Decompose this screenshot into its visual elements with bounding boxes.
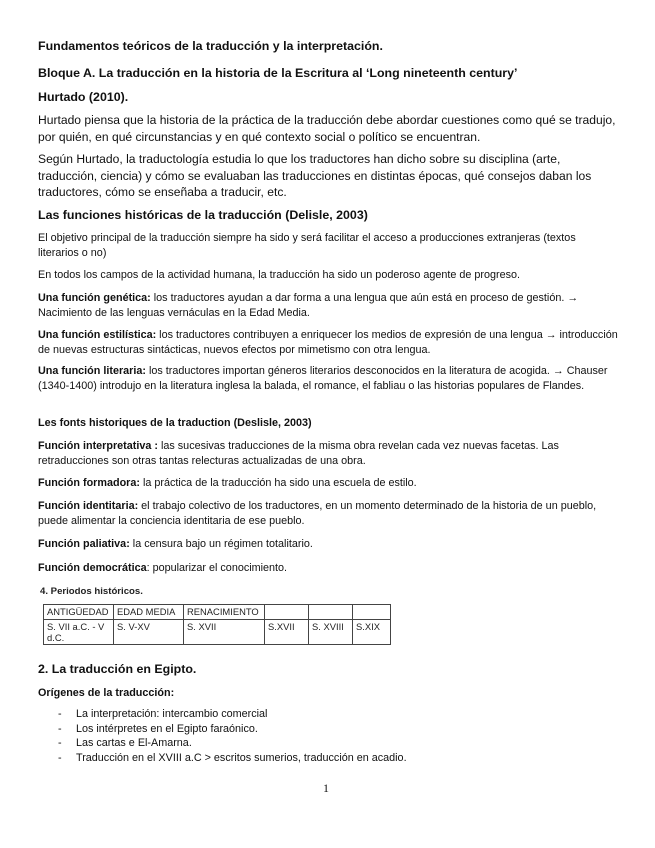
- funcion-estilistica: [38, 328, 618, 357]
- table-cell: S. XVII: [184, 620, 265, 645]
- objetivo-paragraph: El objetivo principal de la traducción siempre ha sido y será facilitar el acceso a producciones extranjeras (textos literarios o no): [38, 232, 576, 259]
- funcion-text: : popularizar el conocimiento.: [146, 562, 288, 574]
- funcion-interpretativa: [38, 439, 618, 468]
- funcion-text: el trabajo colectivo de los traductores, en un momento determinado de la historia de un pueblo, puede alimentar la conciencia identitaria de ese pueblo.: [38, 500, 597, 527]
- table-row: [44, 620, 391, 645]
- table-header-cell: EDAD MEDIA: [114, 605, 184, 620]
- funcion-genetica: [38, 291, 618, 320]
- page-number: 1: [323, 781, 329, 795]
- funcion-literaria: [38, 364, 618, 393]
- funcion-text: las sucesivas traducciones de la misma obra revelan cada vez nuevas facetas. Las retraducciones son otras tantas relecturas actualizadas de una obra.: [38, 440, 559, 467]
- funcion-text: la censura bajo un régimen totalitario.: [129, 538, 313, 550]
- funciones-heading: Las funciones históricas de la traducción (Delisle, 2003): [38, 208, 368, 222]
- table-cell: S. V-XV: [114, 620, 184, 645]
- table-cell: S. VII a.C. - V d.C.: [44, 620, 114, 645]
- funcion-label: Una función estilística:: [38, 329, 157, 341]
- table-cell: S.XIX: [353, 620, 391, 645]
- hurtado-paragraph-2: Según Hurtado, la traductología estudia lo que los traductores han dicho sobre su disciplina (arte, traducción, ciencia) y cómo se evaluaban las traducciones en distintas épocas, qué consejos daban los traductores, cómo se enseñaba a traducir, etc.: [38, 152, 592, 199]
- table-header-cell: [265, 605, 309, 620]
- table-cell: S.XVII: [265, 620, 309, 645]
- funcion-label: Función identitaria:: [38, 500, 139, 512]
- list-item: - La interpretación: intercambio comercial: [58, 707, 407, 722]
- table-cell: S. XVIII: [309, 620, 353, 645]
- funcion-paliativa: [38, 537, 618, 552]
- funcion-text: la práctica de la traducción ha sido una escuela de estilo.: [139, 477, 417, 489]
- fonts-historiques-heading: Les fonts historiques de la traduction (Deslisle, 2003): [38, 417, 312, 429]
- list-item: - Traducción en el XVIII a.C > escritos sumerios, traducción en acadio.: [58, 751, 407, 766]
- origenes-heading: Orígenes de la traducción:: [38, 687, 175, 699]
- document-title: Fundamentos teóricos de la traducción y la interpretación.: [38, 39, 383, 53]
- funcion-label: Una función genética:: [38, 292, 151, 304]
- funcion-text: los traductores ayudan a dar forma a una lengua que aún está en proceso de gestión. → Nacimiento de las lenguas vernáculas en la Edad Media.: [38, 292, 579, 319]
- funcion-text: los traductores contribuyen a enriquecer los medios de expresión de una lengua → introducción de nuevas estructuras sintácticas, nuevos efectos por mimetismo con otra lengua.: [38, 329, 618, 356]
- table-header-row: [44, 605, 391, 620]
- funcion-democratica: [38, 561, 618, 576]
- table-header-cell: RENACIMIENTO: [184, 605, 265, 620]
- periodos-title: 4. Periodos históricos.: [40, 586, 143, 597]
- list-item: - Los intérpretes en el Egipto faraónico.: [58, 722, 407, 737]
- table-header-cell: ANTIGÜEDAD: [44, 605, 114, 620]
- table-header-cell: [309, 605, 353, 620]
- funcion-label: Función democrática: [38, 562, 147, 574]
- periodos-table: [43, 604, 391, 645]
- origenes-list: [58, 707, 407, 765]
- progreso-paragraph: En todos los campos de la actividad humana, la traducción ha sido un poderoso agente de progreso.: [38, 269, 520, 281]
- funcion-formadora: [38, 476, 618, 491]
- funcion-label: Función interpretativa :: [38, 440, 158, 452]
- funcion-text: los traductores importan géneros literarios desconocidos en la literatura de acogida. → Chauser (1340-1400) introdujo en la literatura inglesa la balada, el romance, el fabliau o las historias populares de Flandes.: [38, 365, 608, 392]
- funcion-label: Función paliativa:: [38, 538, 130, 550]
- funcion-label: Una función literaria:: [38, 365, 146, 377]
- funcion-label: Función formadora:: [38, 477, 140, 489]
- list-item: - Las cartas e El-Amarna.: [58, 736, 407, 751]
- table-header-cell: [353, 605, 391, 620]
- hurtado-paragraph-1: Hurtado piensa que la historia de la práctica de la traducción debe abordar cuestiones como qué se tradujo, por quién, en qué circunstancias y en qué contexto social o político se encuentran.: [38, 113, 616, 144]
- egipto-heading: 2. La traducción en Egipto.: [38, 662, 197, 676]
- funcion-identitaria: [38, 499, 618, 528]
- bloque-a-heading: Bloque A. La traducción en la historia de la Escritura al ‘Long nineteenth century’: [38, 66, 518, 80]
- hurtado-heading: Hurtado (2010).: [38, 90, 129, 104]
